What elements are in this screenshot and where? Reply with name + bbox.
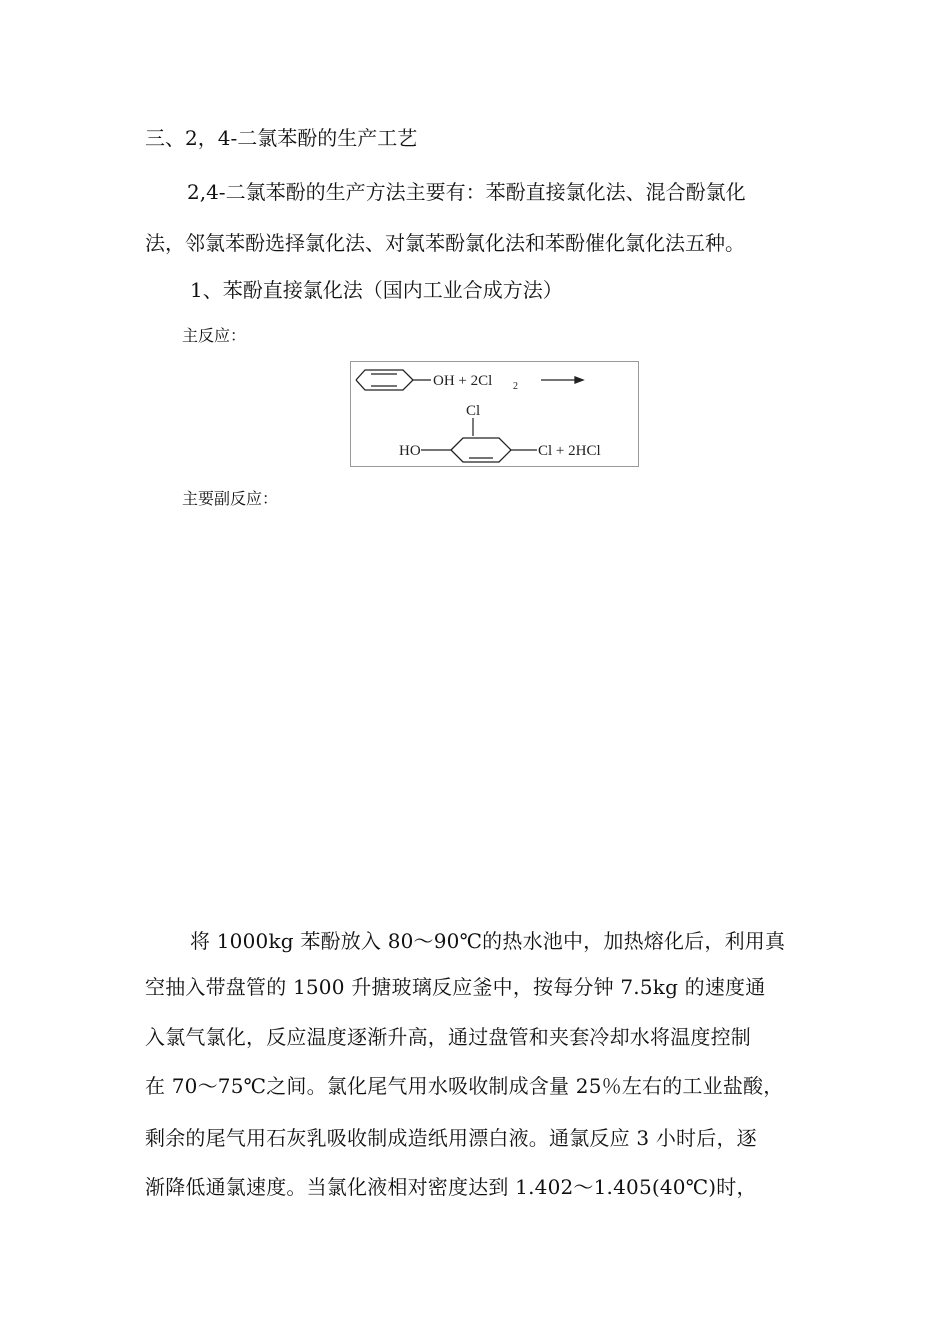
body-line-1: 将 1000kg 苯酚放入 80～90℃的热水池中，加热熔化后，利用真 — [190, 929, 786, 953]
subscript-2: 2 — [513, 381, 518, 392]
reaction-arrow-icon — [541, 377, 583, 383]
reaction-scheme — [351, 362, 638, 466]
body-line-3: 入氯气氯化，反应温度逐渐升高，通过盘管和夹套冷却水将温度控制 — [145, 1025, 751, 1049]
product-ho: HO — [399, 443, 421, 459]
intro-line-2: 法，邻氯苯酚选择氯化法、对氯苯酚氯化法和苯酚催化氯化法五种。 — [145, 231, 745, 255]
product-cl-top: Cl — [466, 403, 481, 419]
intro-line-1: 2,4-二氯苯酚的生产方法主要有：苯酚直接氯化法、混合酚氯化 — [187, 180, 746, 204]
product-tail: Cl + 2HCl — [538, 443, 601, 459]
product-benzene-ring-icon — [421, 438, 537, 462]
side-reaction-label: 主要副反应： — [182, 489, 279, 508]
body-line-2: 空抽入带盘管的 1500 升搪玻璃反应釜中，按每分钟 7.5kg 的速度通 — [145, 975, 766, 999]
section-heading: 三、2，4-二氯苯酚的生产工艺 — [145, 126, 418, 150]
body-line-6: 渐降低通氯速度。当氯化液相对密度达到 1.402～1.405(40℃)时， — [145, 1175, 757, 1199]
method-heading: 1、苯酚直接氯化法（国内工业合成方法） — [190, 278, 563, 302]
benzene-ring-icon — [356, 370, 431, 390]
body-line-5: 剩余的尾气用石灰乳吸收制成造纸用漂白液。通氯反应 3 小时后，逐 — [145, 1126, 757, 1150]
main-reaction-label: 主反应： — [182, 326, 247, 345]
reaction-figure — [350, 361, 639, 467]
body-line-4: 在 70～75℃之间。氯化尾气用水吸收制成含量 25％左右的工业盐酸， — [145, 1074, 784, 1098]
reactant-text: OH + 2Cl — [433, 373, 493, 389]
